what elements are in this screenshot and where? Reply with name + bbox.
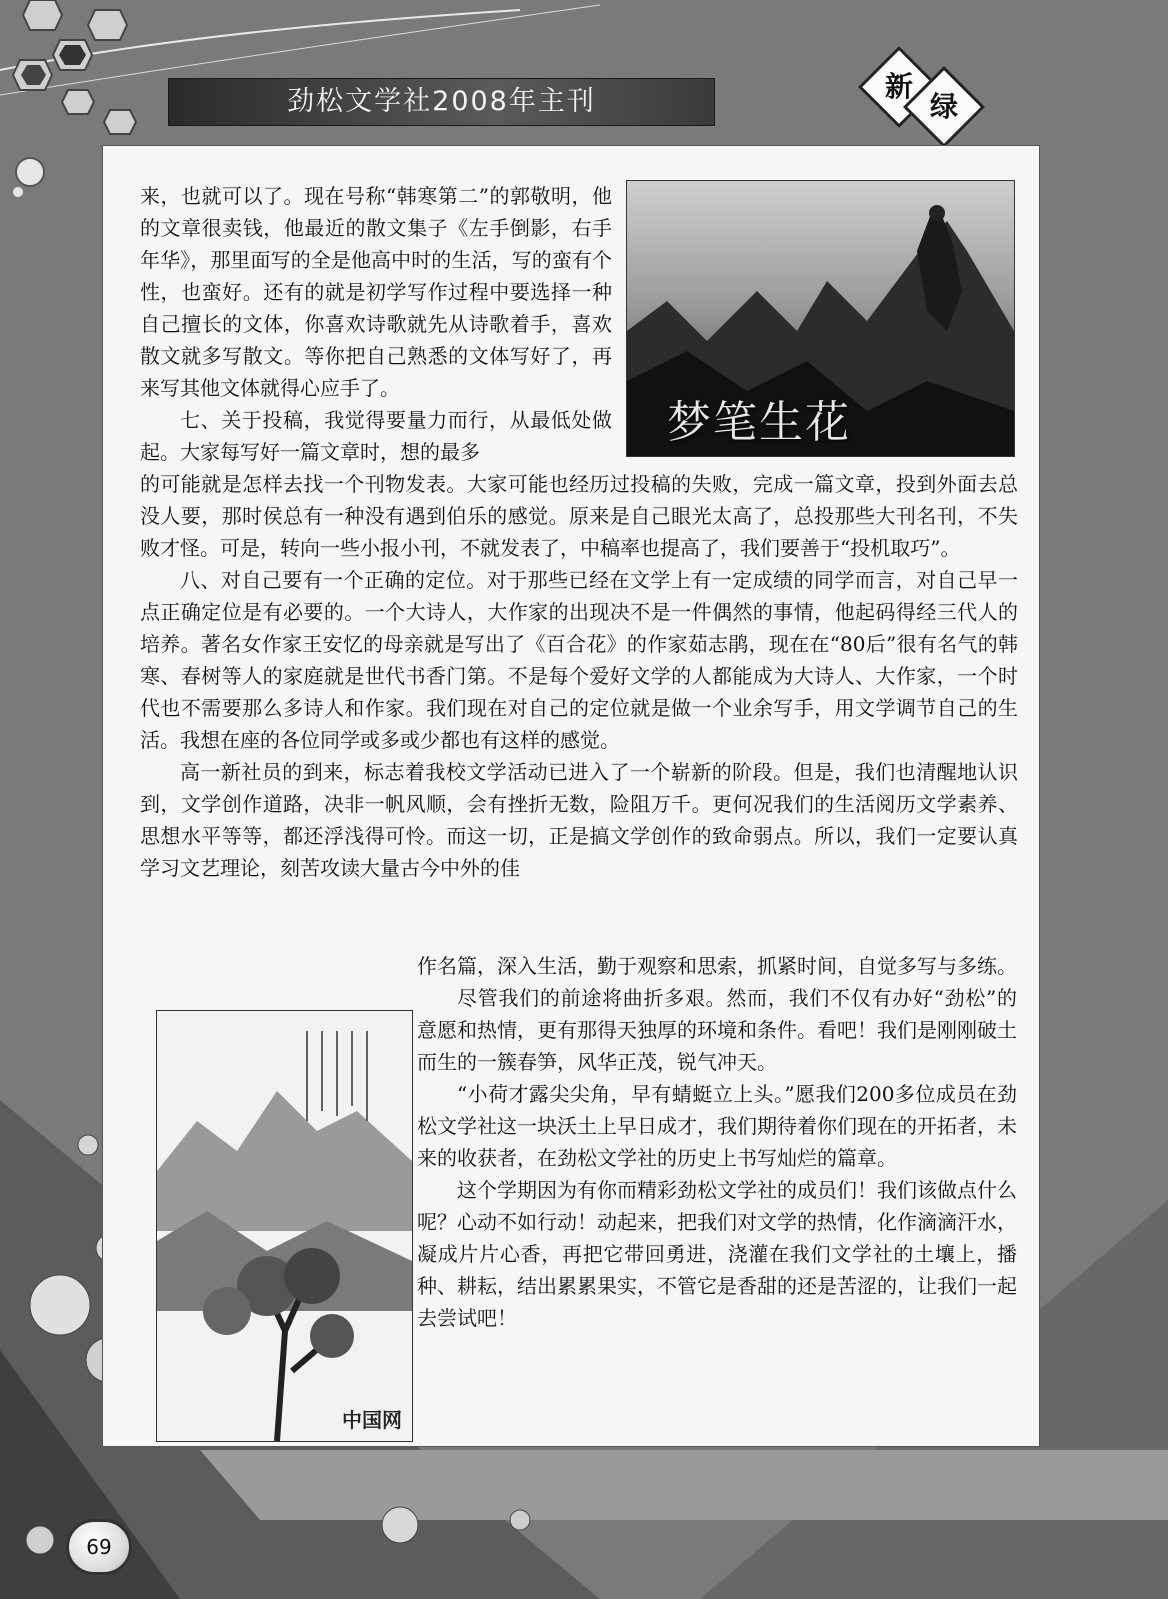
paragraph: 作名篇，深入生活，勤于观察和思索，抓紧时间，自觉多写与多练。 [417, 954, 1017, 978]
paragraph: 七、关于投稿，我觉得要量力而行，从最低处做起。大家每写好一篇文章时，想的最多 [140, 408, 612, 464]
china-net-watermark: 中国网 [342, 1408, 402, 1432]
mountain-photo [626, 180, 1015, 457]
publication-title: 劲松文学社2008年主刊 [287, 86, 596, 117]
badge-char-2: 绿 [929, 90, 958, 123]
article-column-full [140, 468, 1018, 884]
badge-char-1: 新 [884, 70, 913, 103]
paragraph: 高一新社员的到来，标志着我校文学活动已进入了一个崭新的阶段。但是，我们也清醒地认识到，文学创作道路，决非一帆风顺，会有挫折无数，险阻万千。更何况我们的生活阅历文学素养、思想水平等等，都还浮浅得可怜。而这一切，正是搞文学创作的致命弱点。所以，我们一定要认真学习文艺理论，刻苦攻读大量古今中外的佳 [140, 760, 1018, 880]
photo-caption: 梦笔生花 [667, 397, 851, 448]
paragraph: 来，也就可以了。现在号称“韩寒第二”的郭敬明，他的文章很卖钱，他最近的散文集子《左手倒影，右手年华》，那里面写的全是他高中时的生活，写的蛮有个性，也蛮好。还有的就是初学写作过程中要选择一种自己擅长的文体，你喜欢诗歌就先从诗歌着手，喜欢散文就多写散文。等你把自己熟悉的文体写好了，再来写其他文体就得心应手了。 [140, 184, 612, 400]
header-bar [168, 78, 715, 126]
article-column-bottom-right [417, 950, 1017, 1334]
paragraph: “小荷才露尖尖角，早有蜻蜓立上头。”愿我们200多位成员在劲松文学社这一块沃土上早日成才，我们期待着你们现在的开拓者，未来的收获者，在劲松文学社的历史上书写灿烂的篇章。 [417, 1082, 1017, 1170]
paragraph: 的可能就是怎样去找一个刊物发表。大家可能也经历过投稿的失败，完成一篇文章，投到外面去总没人要，那时侯总有一种没有遇到伯乐的感觉。原来是自己眼光太高了，总投那些大刊名刊，不失败才怪。可是，转向一些小报小刊，不就发表了，中稿率也提高了，我们要善于“投机取巧”。 [140, 472, 1018, 560]
paragraph: 八、对自己要有一个正确的定位。对于那些已经在文学上有一定成绩的同学而言，对自己早一点正确定位是有必要的。一个大诗人，大作家的出现决不是一件偶然的事情，他起码得经三代人的培养。著名女作家王安忆的母亲就是写出了《百合花》的作家茹志鹃，现在在“80后”很有名气的韩寒、春树等人的家庭就是世代书香门第。不是每个爱好文学的人都能成为大诗人、大作家，一个时代也不需要那么多诗人和作家。我们现在对自己的定位就是做一个业余写手，用文学调节自己的生活。我想在座的各位同学或多或少都也有这样的感觉。 [140, 568, 1018, 752]
page-number: 69 [66, 1519, 132, 1575]
landscape-painting [156, 1010, 413, 1442]
paragraph: 尽管我们的前途将曲折多艰。然而，我们不仅有办好“劲松”的意愿和热情，更有那得天独厚的环境和条件。看吧！我们是刚刚破土而生的一簇春笋，风华正茂，锐气冲天。 [417, 986, 1017, 1074]
landscape-painting-art [157, 1011, 412, 1441]
article-column-top-left [140, 180, 612, 468]
paragraph: 这个学期因为有你而精彩劲松文学社的成员们！我们该做点什么呢？心动不如行动！动起来，把我们对文学的热情，化作滴滴汗水，凝成片片心香，再把它带回勇进，浇灌在我们文学社的土壤上，播种、耕耘，结出累累果实，不管它是香甜的还是苦涩的，让我们一起去尝试吧！ [417, 1178, 1017, 1330]
